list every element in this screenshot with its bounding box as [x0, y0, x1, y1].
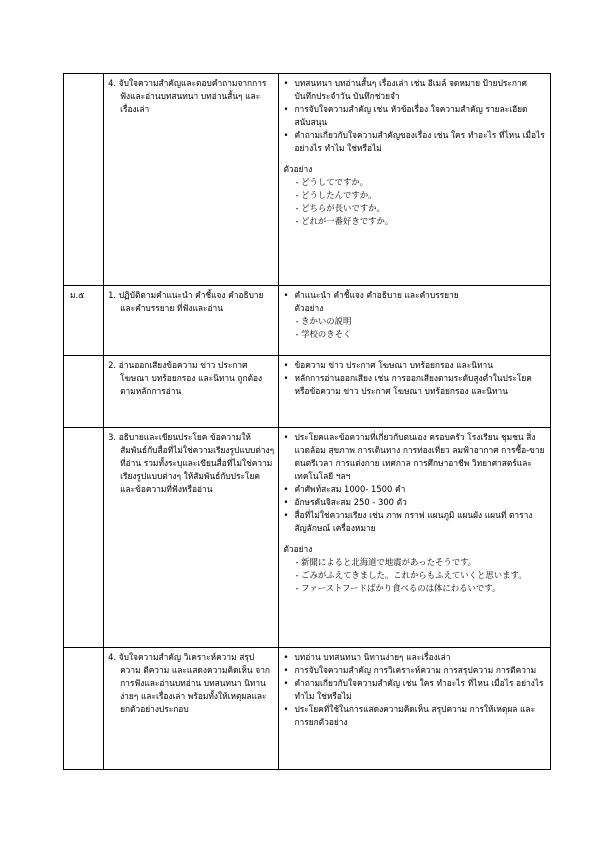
table-row	[64, 648, 551, 770]
bullet-item: • หลักการอ่านออกเสียง เช่น การออกเสียงตามระดับสูงต่ำในประโยคหรือข้อความ ข่าว ประกาศ โฆษณา บทร้อยกรอง และนิทาน	[283, 372, 546, 398]
content-cell	[279, 74, 551, 286]
content-bullets	[283, 359, 546, 398]
example-line: - ファーストフードばかり食べるのは体にわるいです。	[295, 583, 501, 593]
content-bullets	[283, 77, 546, 155]
example-line: - ごみがふえてきました。これからもふえていくと思います。	[295, 570, 527, 580]
indicator-text: 4. จับใจความสำคัญและตอบคำถามจากการฟังและอ่านบทสนทนา บทอ่านสั้นๆ และเรื่องเล่า	[108, 78, 267, 114]
content-bullets	[283, 289, 546, 302]
grade-cell	[64, 74, 104, 286]
grade-cell	[64, 648, 104, 770]
example-line: - 新聞によると北海道で地震があったそうです。	[295, 557, 477, 567]
bullet-item: • การจับใจความสำคัญ เช่น หัวข้อเรื่อง ใจความสำคัญ รายละเอียดสนับสนุน	[283, 103, 546, 129]
indicator-cell	[104, 648, 279, 770]
bullet-item: • สื่อที่ไม่ใช่ความเรียง เช่น ภาพ กราฟ แผนภูมิ แผนผัง แผนที่ ตาราง สัญลักษณ์ เครื่องหมาย	[283, 509, 546, 535]
grade-cell	[64, 428, 104, 648]
content-cell	[279, 428, 551, 648]
table-row	[64, 286, 551, 356]
bullet-item: • การจับใจความสำคัญ การวิเคราะห์ความ การสรุปความ การตีความ	[283, 664, 546, 677]
bullet-item: • คำแนะนำ คำชี้แจง คำอธิบาย และคำบรรยาย	[283, 289, 546, 302]
bullet-item: • คำถามเกี่ยวกับใจความสำคัญ เช่น ใคร ทำอะไร ที่ไหน เมื่อไร อย่างไร ทำไม ใช่หรือไม่	[283, 677, 546, 703]
table-row	[64, 428, 551, 648]
bullet-item: • บทสนทนา บทอ่านสั้นๆ เรื่องเล่า เช่น อีเมล์ จดหมาย ป้ายประกาศ บันทึกประจำวัน บันทึกช่วยจำ	[283, 77, 546, 103]
content-cell	[279, 648, 551, 770]
bullet-item: • อักษรคันจิสะสม 250 - 300 ตัว	[283, 496, 546, 509]
example-line: - 学校のきそく	[295, 329, 352, 339]
example-line: - どれが一番好きですか。	[295, 216, 394, 226]
indicator-cell	[104, 356, 279, 428]
content-bullets	[283, 651, 546, 729]
indicator-cell	[104, 74, 279, 286]
table-row	[64, 74, 551, 286]
example-line: - どうしてですか。	[295, 177, 369, 187]
indicator-text: 1. ปฏิบัติตามคำแนะนำ คำชี้แจง คำอธิบาย และคำบรรยาย ที่ฟังและอ่าน	[108, 290, 264, 313]
grade-cell: ม.๕	[64, 286, 104, 356]
bullet-item: • คำศัพท์สะสม 1000- 1500 คำ	[283, 483, 546, 496]
bullet-item: • คำถามเกี่ยวกับใจความสำคัญของเรื่อง เช่น ใคร ทำอะไร ที่ไหน เมื่อไร อย่างไร ทำไม ใช่หรือไม่	[283, 129, 546, 155]
curriculum-table	[63, 73, 551, 770]
indicator-cell	[104, 428, 279, 648]
bullet-item: • ประโยคและข้อความที่เกี่ยวกับตนเอง ครอบครัว โรงเรียน ชุมชน สิ่งแวดล้อม สุขภาพ การเดินทาง การท่องเที่ยว ลมฟ้าอากาศ การซื้อ-ขาย ดนตรีเวลา การแต่งกาย เทศกาล การศึกษาอาชีพ วิทยาศาสตร์และเทคโนโลยี ฯลฯ	[283, 431, 546, 483]
example-label: ตัวอย่าง	[283, 164, 313, 174]
table-row	[64, 356, 551, 428]
example-label: ตัวอย่าง	[294, 303, 324, 313]
content-bullets	[283, 431, 546, 535]
content-cell	[279, 286, 551, 356]
indicator-cell	[104, 286, 279, 356]
example-line: - どうしたんですか。	[295, 190, 377, 200]
bullet-item: • ข้อความ ข่าว ประกาศ โฆษณา บทร้อยกรอง และนิทาน	[283, 359, 546, 372]
indicator-text: 2. อ่านออกเสียงข้อความ ข่าว ประกาศ โฆษณา บทร้อยกรอง และนิทาน ถูกต้องตามหลักการอ่าน	[108, 360, 263, 396]
indicator-text: 4. จับใจความสำคัญ วิเคราะห์ความ สรุปความ ตีความ และแสดงความคิดเห็น จากการฟังและอ่านบทอ่าน บทสนทนา นิทานง่ายๆ และเรื่องเล่า พร้อมทั้งให้เหตุผลและยกตัวอย่างประกอบ	[108, 652, 270, 714]
bullet-item: • ประโยคที่ใช้ในการแสดงความคิดเห็น สรุปความ การให้เหตุผล และการยกตัวอย่าง	[283, 703, 546, 729]
bullet-item: • บทอ่าน บทสนทนา นิทานง่ายๆ และเรื่องเล่า	[283, 651, 546, 664]
content-cell	[279, 356, 551, 428]
example-line: - きかいの説明	[295, 316, 352, 326]
example-label: ตัวอย่าง	[283, 544, 313, 554]
grade-cell	[64, 356, 104, 428]
indicator-text: 3. อธิบายและเขียนประโยค ข้อความให้สัมพันธ์กับสื่อที่ไม่ใช่ความเรียงรูปแบบต่างๆ ที่อ่าน รวมทั้งระบุและเขียนสื่อที่ไม่ใช่ความเรียงรูปแบบต่างๆ ให้สัมพันธ์กับประโยคและข้อความที่ฟังหรืออ่าน	[108, 432, 275, 494]
example-line: - どちらが長いですか。	[295, 203, 385, 213]
